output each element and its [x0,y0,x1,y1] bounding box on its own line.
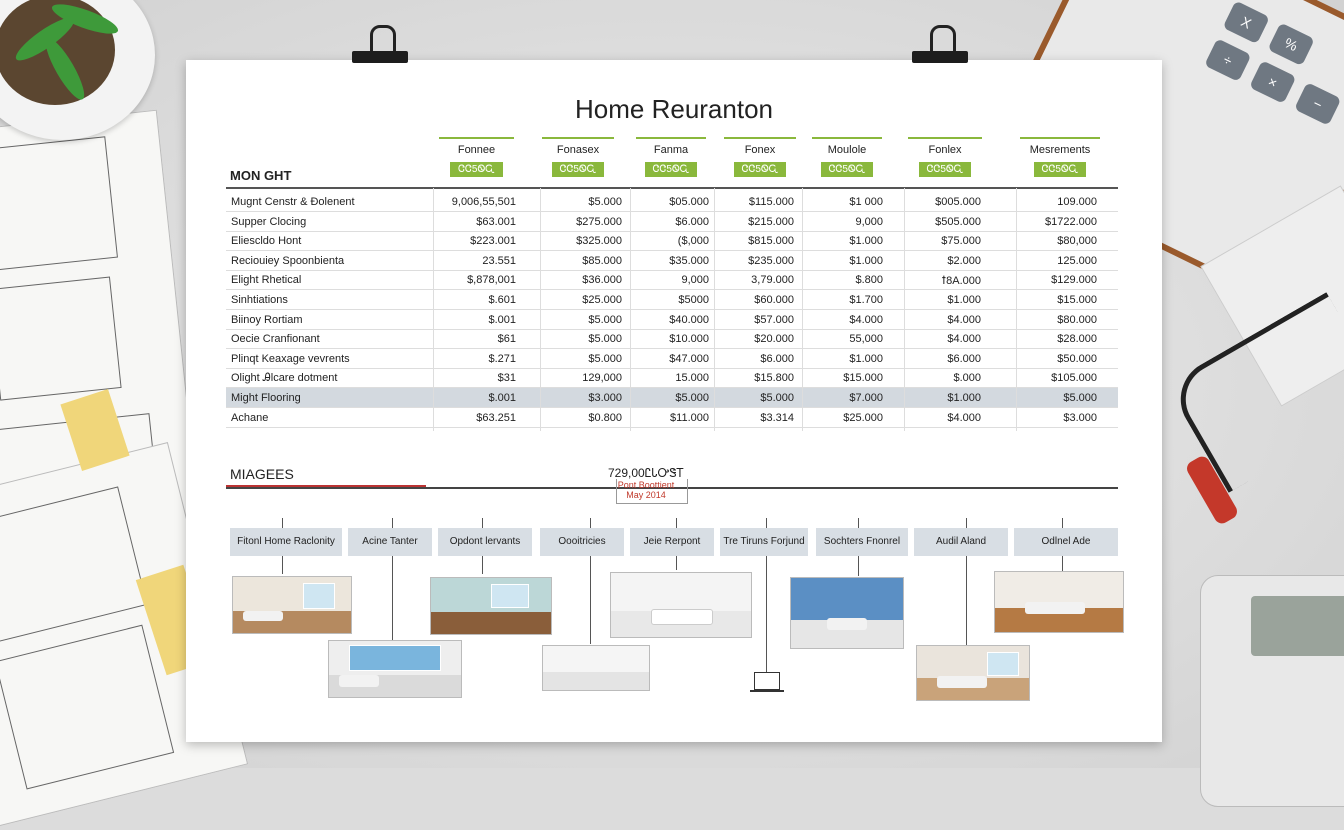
center-value: 729,00ᏝᏓᎤᏕᎢ [607,466,685,480]
row-label: Achane [231,411,269,424]
table-cell: $0.800 [588,411,622,424]
table-cell: ($,000 [677,235,709,248]
table-cell: $.001 [488,392,516,404]
table-cell: $3.000 [588,392,622,404]
table-cell: $223.001 [470,235,516,248]
table-cell: $.001 [488,313,516,326]
table-cell: $28.000 [1057,333,1097,346]
table-cell: $6.000 [675,215,709,228]
calculator-key: ÷ [1204,38,1251,82]
row-label: Supper Clocing [231,215,307,228]
column-divider [714,188,715,431]
table-cell: $505.000 [935,215,981,228]
table-cell: $15.000 [843,372,883,385]
table-row[interactable] [226,270,1118,290]
category-tab[interactable]: Fitonl Home Raclonity [230,528,342,556]
table-cell: $85.000 [582,254,622,267]
table-cell: $20.000 [754,333,794,346]
table-cell: $25.000 [843,411,883,424]
table-cell: $47.000 [669,352,709,365]
column-divider [540,188,541,431]
column-header: Fonnee ᏣᏣ5ᏫᏩ [439,137,514,177]
section-divider-accent [226,485,426,487]
table-cell: $36.000 [582,274,622,287]
monitor-icon [754,672,780,690]
column-divider [433,188,434,431]
table-cell: $7.000 [849,392,883,404]
row-label: Elight Rhetical [231,274,302,287]
table-cell: $105.000 [1051,372,1097,385]
monitor-stand [750,690,784,692]
table-cell: $5.000 [1063,392,1097,404]
table-cell: $11.000 [670,411,709,424]
renovation-sheet [186,60,1162,742]
table-cell: $6.000 [760,352,794,365]
table-cell: $1.700 [849,294,883,306]
table-cell: $25.000 [582,294,622,306]
column-divider [904,188,905,431]
table-cell: $80,000 [1057,235,1097,248]
table-cell: $5.000 [675,392,709,404]
center-subtext: Pont Boottient May 2014 [617,480,675,500]
table-cell: $3.000 [1063,411,1097,424]
table-row[interactable] [226,329,1118,349]
table-cell: $2.000 [947,254,981,267]
room-photo[interactable] [994,571,1124,633]
table-row[interactable] [226,231,1118,251]
table-cell: $129.000 [1051,274,1097,287]
room-photo[interactable] [790,577,904,649]
table-cell: $6.000 [947,352,981,365]
column-header: Moulole ᏣᏣ5ᏫᏩ [812,137,882,177]
room-photo[interactable] [430,577,552,635]
table-cell: $5.000 [588,352,622,365]
category-tab[interactable]: Odlnel Ade [1014,528,1118,556]
table-cell: $325.000 [576,235,622,248]
table-cell: $5.000 [760,392,794,404]
table-cell: $05.000 [669,196,709,208]
room-photo[interactable] [916,645,1030,701]
column-header: Fonex ᏣᏣ5ᏫᏩ [724,137,796,177]
table-cell: $31 [497,372,516,385]
table-cell: $1.000 [849,352,883,365]
table-cell: $40.000 [669,313,709,326]
table-cell: 3,79.000 [751,274,794,287]
calculator-key: × [1249,60,1296,104]
table-cell: $4.000 [947,333,981,346]
category-tab[interactable]: Acine Tanter [348,528,432,556]
table-row[interactable] [226,192,1118,212]
table-cell: $005.000 [935,196,981,208]
table-row[interactable] [226,212,1118,232]
category-tab[interactable]: Oooitricies [540,528,624,556]
table-cell: $50.000 [1057,352,1097,365]
column-divider [630,188,631,431]
table-cell: 9,000 [855,215,883,228]
table-cell: 23.551 [482,254,516,267]
table-cell: $4.000 [849,313,883,326]
calculator-key: X [1223,1,1270,45]
table-cell: 125.000 [1057,254,1097,267]
row-label: Biinoy Rortiam [231,313,303,326]
row-label: Eliescldo Hont [231,235,302,248]
table-cell: $5.000 [588,313,622,326]
table-cell: 9,006,55,501 [451,196,516,208]
table-cell: $35.000 [669,254,709,267]
table-cell: $,878,001 [467,274,516,287]
column-header: Fonasex ᏣᏣ5ᏫᏩ [542,137,614,177]
table-cell: $1.000 [947,392,981,404]
table-cell: $275.000 [576,215,622,228]
table-cell: 109.000 [1057,196,1097,208]
row-label: Olight Ꭿlcare dotment [231,372,338,385]
row-label: Sinhtiations [231,294,288,306]
calculator [1200,575,1344,807]
table-cell: $61 [497,333,516,346]
binder-clip-icon [912,25,968,65]
column-divider [802,188,803,431]
table-cell: $63.251 [476,411,516,424]
table-cell: $.000 [953,372,981,385]
page-title: Home Reuranton [575,94,773,124]
table-row[interactable] [226,368,1118,388]
table-cell: $80.000 [1057,313,1097,326]
table-cell: $1.000 [947,294,981,306]
table-cell: $57.000 [754,313,794,326]
table-cell: $1 000 [849,196,883,208]
table-row[interactable] [226,251,1118,271]
category-tab[interactable]: Sochters Fnonrel [816,528,908,556]
table-cell: $235.000 [748,254,794,267]
table-cell: $4.000 [947,411,981,424]
category-tab[interactable]: Jeie Rerpont [630,528,714,556]
table-row[interactable] [226,388,1118,408]
table-cell: ꝉ8A.000 [941,275,981,288]
table-cell: 129,000 [582,372,622,385]
calculator-screen [1251,596,1344,656]
row-label: Reciouiey Spoonbienta [231,254,345,267]
row-label: Oecie Cranfionant [231,333,320,346]
row-header-label: MON GHT [230,168,292,183]
column-divider [1016,188,1017,431]
table-cell: $5.000 [588,196,622,208]
section-label: MIAGEES [230,466,294,482]
table-cell: $815.000 [748,235,794,248]
table-cell: $5000 [678,294,709,306]
calculator-key: % [1268,22,1315,66]
table-cell: 15.000 [675,372,709,385]
column-header: Fanma ᏣᏣ5ᏫᏩ [636,137,706,177]
table-cell: $1722.000 [1045,215,1097,228]
table-cell: $3.314 [760,411,794,424]
table-cell: 55,000 [849,333,883,346]
table-cell: $15.800 [754,372,794,385]
category-tab[interactable]: Opdont lervants [438,528,532,556]
room-photo[interactable] [610,572,752,638]
category-tab[interactable]: Tre Tiruns Forjund [720,528,808,556]
table-cell: $4.000 [947,313,981,326]
table-row[interactable] [226,349,1118,369]
table-row[interactable] [226,310,1118,330]
column-header: Fonlex ᏣᏣ5ᏫᏩ [908,137,982,177]
table-cell: 9,000 [681,274,709,287]
table-cell: $215.000 [748,215,794,228]
table-row[interactable] [226,408,1118,428]
table-cell: $1.000 [849,254,883,267]
table-cell: $.601 [488,294,516,306]
table-cell: $75.000 [941,235,981,248]
table-row[interactable] [226,290,1118,310]
table-cell: $1.000 [849,235,883,248]
table-cell: $.800 [855,274,883,287]
row-label: Plinqt Keaxage vevrents [231,352,350,365]
row-label: Might Flooring [231,392,301,404]
table-cell: $63.001 [476,215,516,228]
table-cell: $60.000 [754,294,794,306]
category-tab[interactable]: Audil Aland [914,528,1008,556]
table-cell: $115.000 [748,196,794,208]
header-divider [226,187,1118,189]
column-header: Mesrements ᏣᏣ5ᏫᏩ [1020,137,1100,177]
table-cell: $10.000 [669,333,709,346]
table-cell: $15.000 [1057,294,1097,306]
room-photo[interactable] [232,576,352,634]
table-cell: $.271 [488,352,516,365]
row-label: Mugnt Censtr & Ɖolenent [231,196,355,208]
calculator-key: − [1294,82,1341,126]
room-photo[interactable] [328,640,462,698]
table-cell: $5.000 [588,333,622,346]
room-photo[interactable] [542,645,650,691]
binder-clip-icon [352,25,408,65]
